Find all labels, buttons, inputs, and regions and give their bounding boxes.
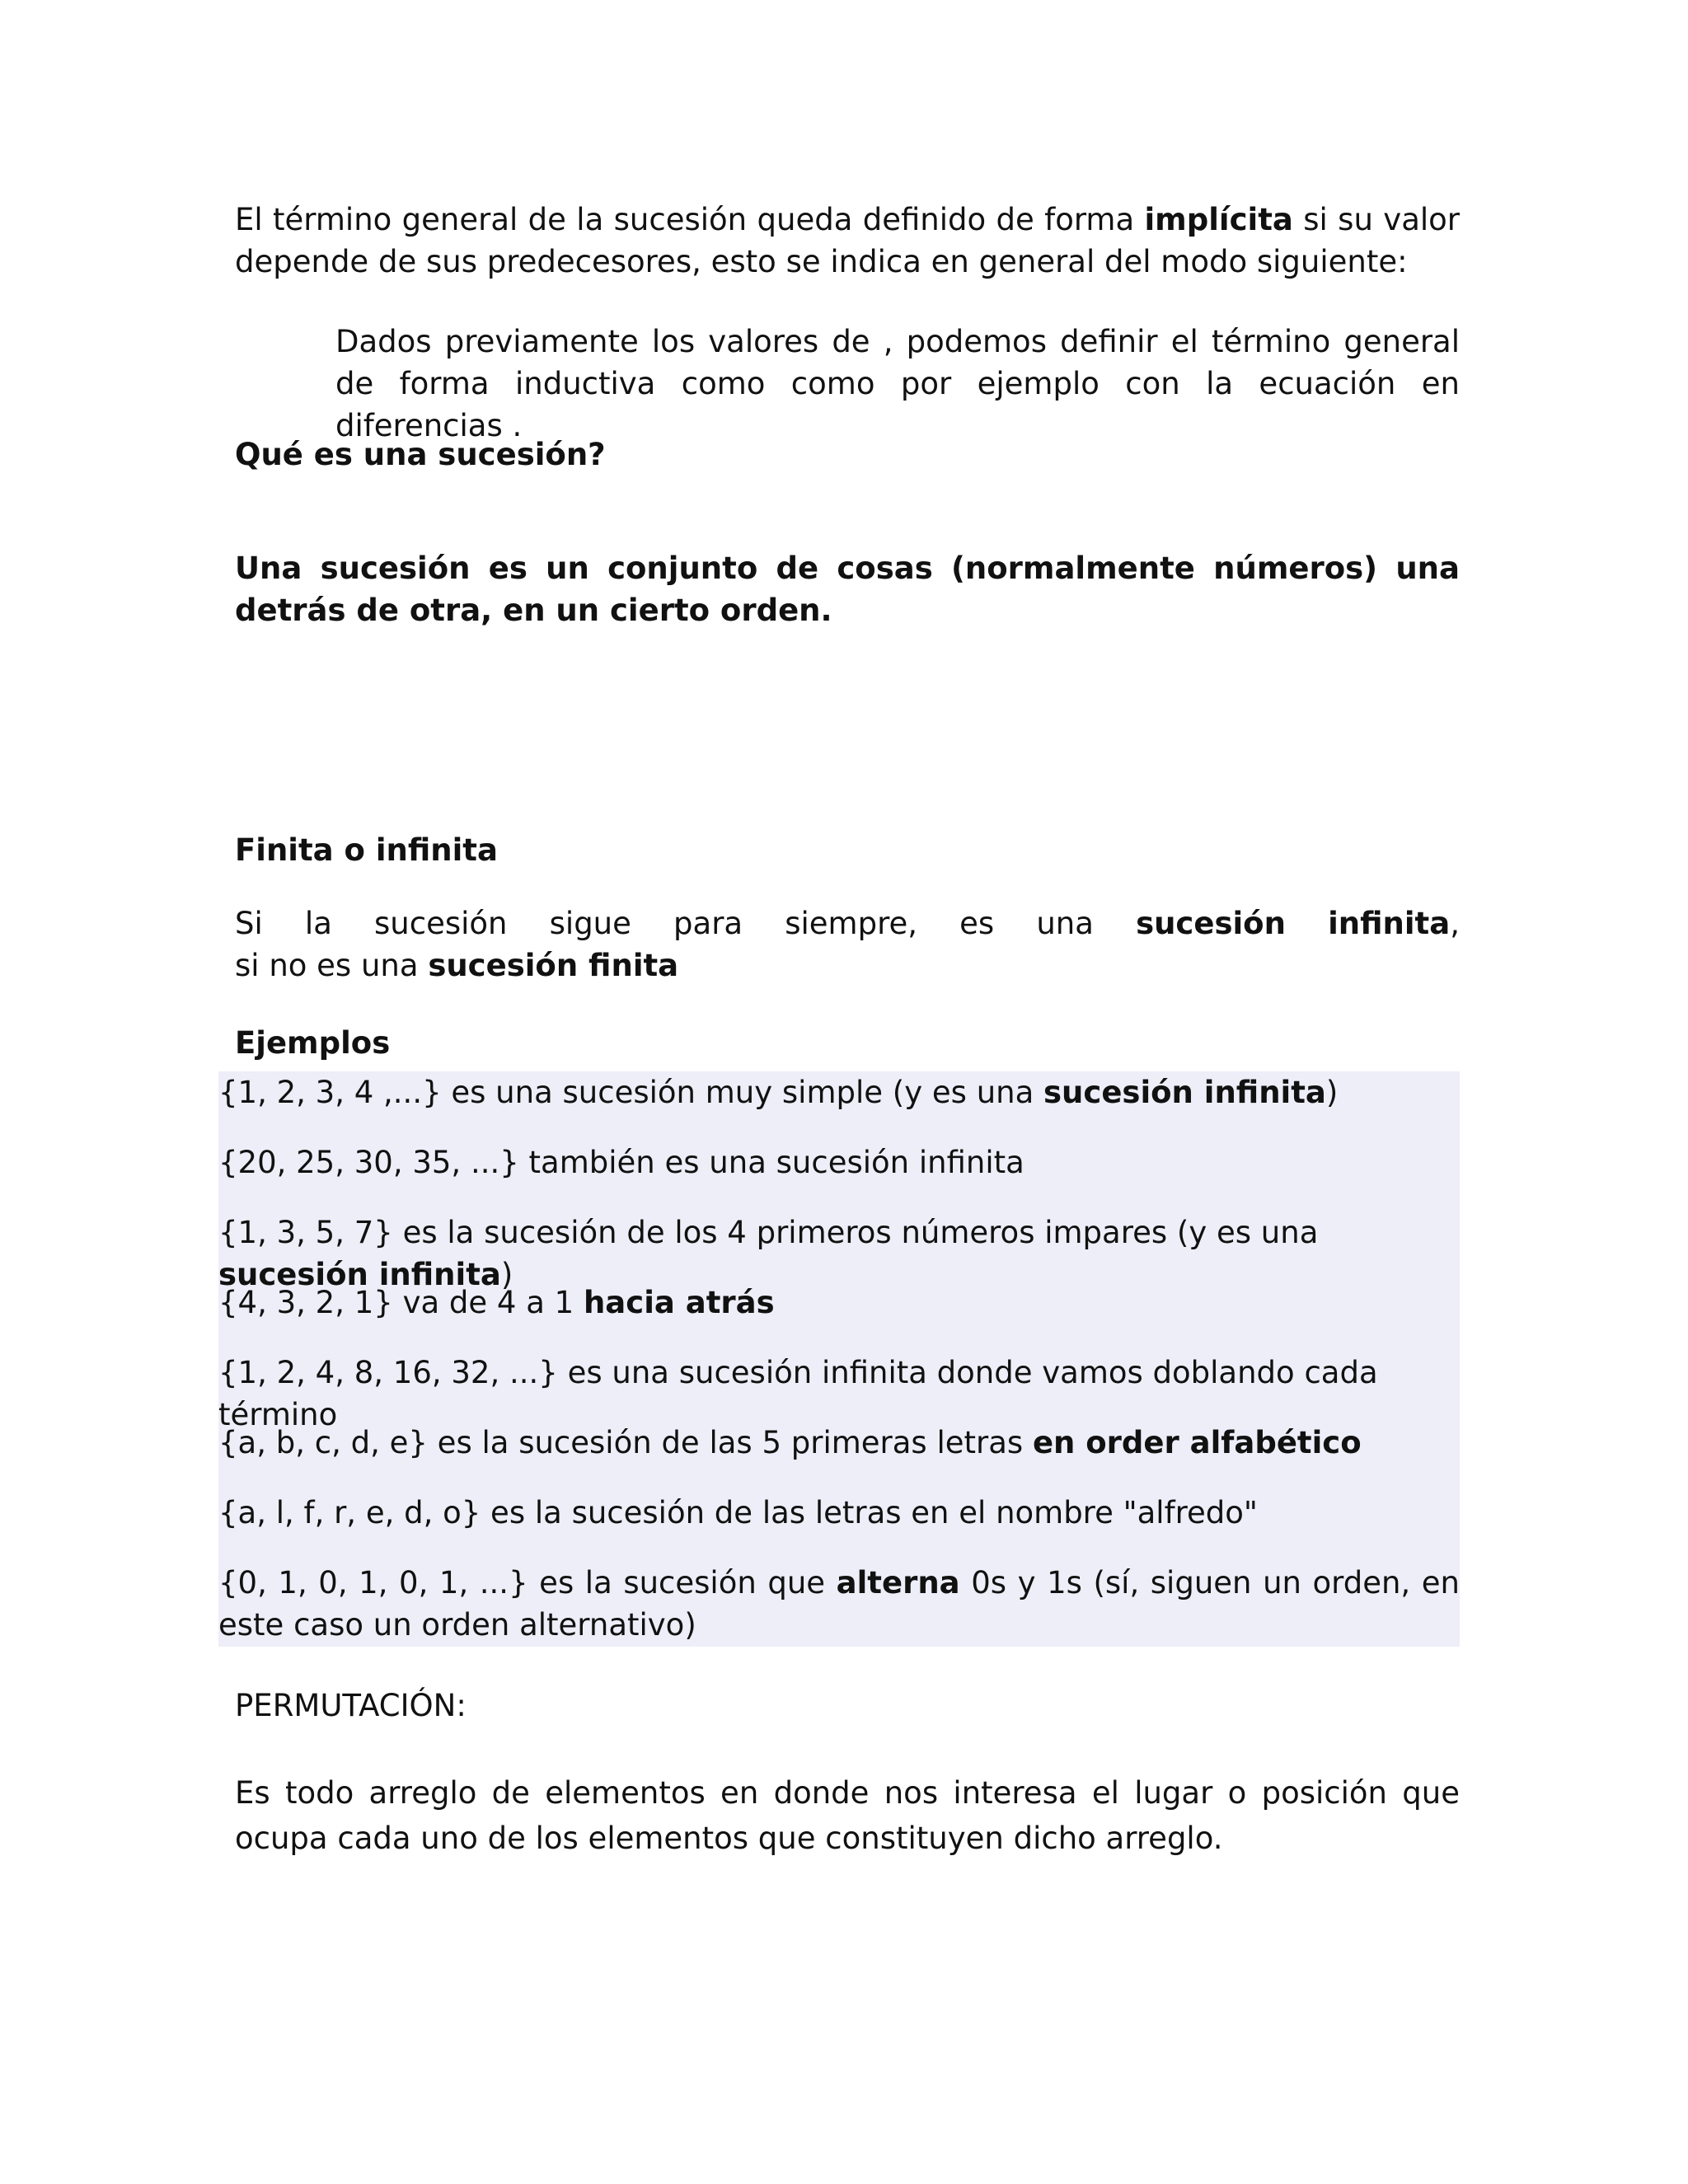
text-segment: Dados previamente los valores de , podemos definir el término general de forma inductiva como como por ejemplo con la ecuación en diferencias . <box>335 324 1460 443</box>
example-item <box>218 1141 1460 1183</box>
text-segment: {1, 3, 5, 7} es la sucesión de los 4 primeros números impares (y es una <box>218 1215 1319 1250</box>
paragraph-implicit-definition <box>235 199 1460 283</box>
word: la <box>304 906 332 941</box>
word: una <box>1036 906 1094 941</box>
example-item <box>218 1492 1460 1534</box>
bold-term: alterna <box>836 1565 960 1601</box>
word: es <box>959 906 995 941</box>
example-item <box>218 1422 1460 1464</box>
paragraph-finita-infinita <box>235 902 1460 987</box>
text-segment: 0s y 1s (sí, siguen un orden, en este caso un orden alternativo) <box>218 1565 1460 1643</box>
text-segment: ) <box>500 1257 513 1292</box>
examples-box <box>218 1071 1460 1647</box>
paragraph-inductive-definition <box>335 321 1460 447</box>
text-segment: {0, 1, 0, 1, 0, 1, ...} es la sucesión que <box>218 1565 837 1601</box>
bold-term: hacia atrás <box>583 1285 775 1320</box>
heading-ejemplos: Ejemplos <box>235 1025 391 1061</box>
text-segment: si su valor depende de sus predecesores, esto se indica en general del modo siguiente: <box>235 202 1460 279</box>
word-group <box>1328 902 1460 944</box>
definition-sucesion: Una sucesión es un conjunto de cosas (normalmente números) una detrás de otra, en un cierto orden. <box>235 551 1460 628</box>
text-segment: ) <box>1325 1075 1339 1110</box>
comma: , <box>1450 906 1460 941</box>
bold-word: sucesión <box>1136 906 1286 941</box>
word: sigue <box>549 906 631 941</box>
bold-term: sucesión infinita <box>218 1257 501 1292</box>
example-item <box>218 1562 1460 1646</box>
line <box>235 944 1460 987</box>
text-segment: {20, 25, 30, 35, ...} también es una sucesión infinita <box>218 1145 1025 1180</box>
text-segment: {a, b, c, d, e} es la sucesión de las 5 primeras letras <box>218 1425 1033 1460</box>
text-segment: {1, 2, 3, 4 ,...} es una sucesión muy simple (y es una <box>218 1075 1044 1110</box>
heading-finita-infinita: Finita o infinita <box>235 832 498 868</box>
word: siempre, <box>785 906 918 941</box>
heading-que-es-sucesion: Qué es una sucesión? <box>235 437 606 472</box>
word: Si <box>235 906 263 941</box>
text-segment: {4, 3, 2, 1} va de 4 a 1 <box>218 1285 584 1320</box>
bold-term: sucesión infinita <box>1043 1075 1326 1110</box>
paragraph-permutacion: Es todo arreglo de elementos en donde nos interesa el lugar o posición que ocupa cada uno de los elementos que constituyen dicho arreglo. <box>235 1775 1460 1856</box>
bold-term: en order alfabético <box>1032 1425 1362 1460</box>
bold-term-implicita: implícita <box>1144 202 1293 237</box>
text-segment: {a, l, f, r, e, d, o} es la sucesión de las letras en el nombre "alfredo" <box>218 1495 1258 1530</box>
bold-term-sucesion-finita: sucesión finita <box>428 948 679 983</box>
bold-word: infinita <box>1328 906 1451 941</box>
word: para <box>673 906 743 941</box>
text-segment: {1, 2, 4, 8, 16, 32, ...} es una sucesión infinita donde vamos doblando cada término <box>218 1355 1378 1432</box>
example-item <box>218 1282 1460 1324</box>
text-segment: si no es una <box>235 948 429 983</box>
heading-permutacion: PERMUTACIÓN: <box>235 1688 467 1723</box>
word: sucesión <box>374 906 508 941</box>
justified-line <box>235 902 1460 944</box>
text-segment: El término general de la sucesión queda definido de forma <box>235 202 1145 237</box>
example-item <box>218 1071 1460 1113</box>
